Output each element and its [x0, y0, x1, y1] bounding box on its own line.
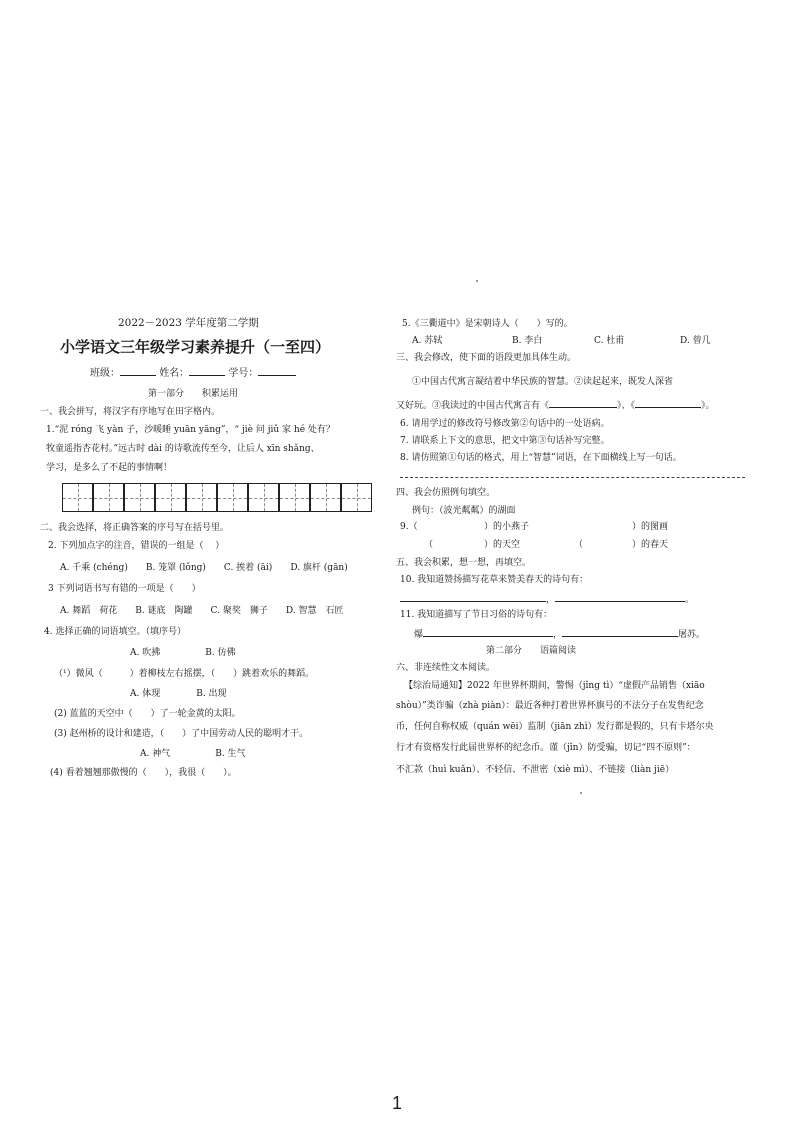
student-info	[90, 366, 296, 380]
name-blank[interactable]	[189, 366, 225, 376]
q5-option-d: D. 曾几	[680, 336, 711, 346]
s3-paragraph-line1: ①中国古代寓言凝结着中华民族的智慧。②读起起来，既发人深省	[412, 377, 674, 387]
reading-line5: 不汇款（huì kuǎn）、不轻信、不泄密（xiè mì）、不链接（liàn jiē）	[396, 765, 675, 775]
scan-dot	[580, 792, 582, 794]
tianzige-box[interactable]	[217, 483, 248, 512]
q8: 8. 请仿照第①句话的格式，用上“智慧”词语，在下面横线上写一句话。	[400, 453, 682, 463]
q10-blank-2[interactable]	[555, 592, 685, 602]
q8-answer-line[interactable]	[400, 477, 745, 478]
q9-item-a-close: ）的小燕子	[484, 522, 530, 532]
tianzige-box[interactable]	[93, 483, 124, 512]
s3-text-c: 》。	[701, 401, 715, 411]
q2-question: 2. 下列加点字的注音，错误的一组是（ ）	[48, 541, 225, 551]
q3-options: A. 舞蹈 荷花 B. 谜底 陶罐 C. 聚奖 狮子 D. 智慧 石匠	[60, 606, 344, 616]
q10-answer: ， 。	[400, 592, 694, 606]
name-label: 姓名：	[159, 368, 190, 379]
tianzige-box[interactable]	[155, 483, 186, 512]
s6-heading: 六、非连续性文本阅读。	[396, 663, 496, 673]
tianzige-box[interactable]	[62, 483, 93, 512]
q7: 7. 请联系上下文的意思，把文中第③句话补写完整。	[400, 436, 610, 446]
q2-options: A. 千乘 (chéng) B. 笼罩 (lǒng) C. 挨着 (āi) D. 旗杆 (gān)	[60, 563, 348, 573]
q11-start: 爆	[414, 630, 424, 640]
q4-question: 4. 选择正确的词语填空。（填序号）	[44, 627, 186, 637]
q1-heading: 一、我会拼写，将汉字有序地写在田字格内。	[40, 407, 221, 417]
q10: 10. 我知道赞扬描写花草来赞美春天的诗句有：	[400, 575, 589, 585]
q4-choices-1: A. 吹拂 B. 仿佛	[130, 648, 236, 658]
tianzige-box[interactable]	[248, 483, 279, 512]
q2-heading: 二、我会选择，将正确答案的序号写在括号里。	[40, 523, 230, 533]
q4-item-3: (3) 赵州桥的设计和建造，（ ）了中国劳动人民的聪明才干。	[54, 729, 309, 739]
q5-option-c: C. 杜甫	[594, 336, 625, 346]
id-label: 学号：	[228, 368, 259, 379]
q1-line1: 1.“泥 róng 飞 yàn 子，沙暖睡 yuān yāng”，“ jiè 问 jiǔ 家 hé 处有？	[46, 425, 335, 435]
q6: 6. 请用学过的修改符号修改第②句话中的一处语病。	[400, 419, 610, 429]
q3-question: 3 下列词语书写有错的一项是（ ）	[48, 584, 201, 594]
q5-option-a: A. 苏轼	[412, 336, 443, 346]
s3-paragraph-line2	[396, 398, 715, 412]
q9-item-b: ）的图画	[632, 522, 669, 532]
s5-heading: 五、我会积累，想一想，再填空。	[396, 558, 532, 568]
fable-blank-2[interactable]	[635, 398, 701, 408]
tianzige-box[interactable]	[310, 483, 341, 512]
q11-end: 屠苏。	[678, 630, 706, 640]
q9-item-c-close: ）的天空	[484, 540, 521, 550]
q5-option-b: B. 李白	[512, 336, 543, 346]
q4-choices-2: A. 体现 B. 出现	[130, 689, 227, 699]
scan-dot	[476, 280, 478, 282]
id-blank[interactable]	[258, 366, 296, 376]
tianzige-box[interactable]	[124, 483, 155, 512]
q11-blank-1[interactable]	[423, 627, 553, 637]
q9-item-d-close: ）的春天	[632, 540, 669, 550]
exam-title: 小学语文三年级学习素养提升（一至四）	[60, 338, 331, 356]
reading-line2: shòu）”类诈骗（zhà piàn）：最近各种打着世界杯旗号的不法分子在发售纪念	[396, 701, 704, 711]
page-number: 1	[392, 1093, 403, 1113]
q4-item-1: （¹）微风（ ）着柳枝左右摇摆，（ ）跳着欢乐的舞蹈。	[54, 669, 315, 679]
s3-heading: 三、我会修改，使下面的语段更加具体生动。	[396, 353, 577, 363]
q1-line2: 牧童遥指杏花村。”远古时 dài 的诗歌流传至今，让后人 xīn shǎng、	[46, 444, 320, 454]
q11: 11. 我知道描写了节日习俗的诗句有：	[400, 610, 553, 620]
fable-blank-1[interactable]	[549, 398, 617, 408]
q11-answer: 爆 ， 屠苏。	[414, 627, 705, 641]
q9-item-d-open: （	[574, 540, 584, 550]
reading-line4: 行才有资格发行此届世界杯的纪念币。谨（jǐn）防受骗，切记“四不原则”：	[396, 743, 696, 753]
q4-item-4: (4) 看着翘翘那傲慢的（ ），我很（ ）。	[50, 768, 237, 778]
s3-text-a: 又好玩。③我读过的中国古代寓言有《	[396, 401, 550, 411]
q1-line3: 学习，是多么了不起的事情啊！	[46, 463, 173, 473]
tianzige-box[interactable]	[279, 483, 310, 512]
reading-line1: 【综治局通知】2022 年世界杯期间，警惕（jǐng tì）“虚假产品销售（xiāo	[404, 681, 705, 691]
q9-item-a-open: 9.（	[400, 522, 418, 532]
q4-choices-3: A. 神气 B. 生气	[140, 749, 246, 759]
s3-text-b: 》、《	[617, 401, 636, 411]
q5-question: 5.《三衢道中》是宋朝诗人（ ）写的。	[402, 319, 573, 329]
q4-item-2: (2) 蓝蓝的天空中（ ）了一轮金黄的太阳。	[54, 709, 241, 719]
school-year: 2022－2023 学年度第二学期	[118, 317, 259, 329]
q9-item-c-open: （	[424, 540, 434, 550]
s4-heading: 四、我会仿照例句填空。	[396, 488, 496, 498]
reading-line3: 币，任何自称权威（quán wēi）监制（jiān zhì）发行都是假的，只有卡塔尔央	[396, 722, 714, 732]
tianzige-box[interactable]	[341, 483, 372, 512]
s4-example: 例句：（波光粼粼）的湖面	[412, 506, 516, 516]
part2-heading: 第二部分 语篇阅读	[486, 646, 577, 656]
q11-blank-2[interactable]	[562, 627, 678, 637]
class-label: 班级：	[90, 368, 120, 379]
class-blank[interactable]	[120, 366, 156, 376]
part1-heading: 第一部分 积累运用	[148, 389, 239, 399]
tianzige-box[interactable]	[186, 483, 217, 512]
q10-blank-1[interactable]	[400, 592, 546, 602]
